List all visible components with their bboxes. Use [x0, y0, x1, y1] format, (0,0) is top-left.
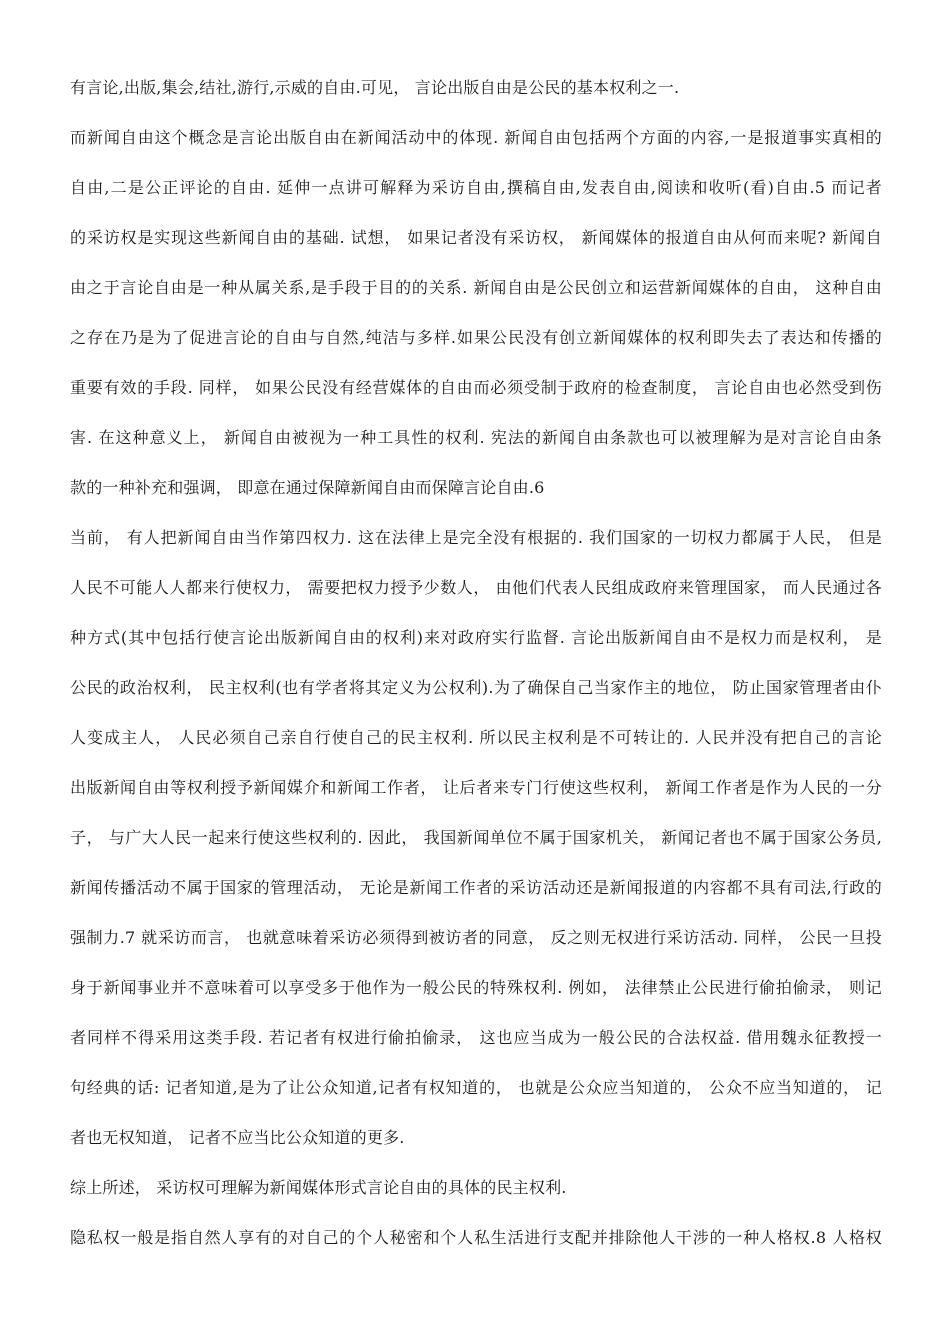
text-line-13: 公民的政治权利， 民主权利(也有学者将其定义为公权利).为了确保自己当家作主的地位， 防止国家管理者由仆 [70, 678, 882, 697]
text-line-18: 强制力.7 就采访而言， 也就意味着采访必须得到被访者的同意， 反之则无权进行采访活动. 同样， 公民一旦投 [70, 928, 882, 947]
text-line-24: 隐私权一般是指自然人享有的对自己的个人秘密和个人私生活进行支配并排除他人干涉的一种人格权.8 人格权 [70, 1228, 882, 1247]
text-line-10: 当前， 有人把新闻自由当作第四权力. 这在法律上是完全没有根据的. 我们国家的一切权力都属于人民， 但是 [70, 528, 882, 547]
text-line-16: 子， 与广大人民一起来行使这些权利的. 因此， 我国新闻单位不属于国家机关， 新闻记者也不属于国家公务员, [70, 828, 882, 847]
text-line-2: 而新闻自由这个概念是言论出版自由在新闻活动中的体现. 新闻自由包括两个方面的内容,一是报道事实真相的 [70, 128, 882, 147]
text-line-11: 人民不可能人人都来行使权力， 需要把权力授予少数人， 由他们代表人民组成政府来管理国家， 而人民通过各 [70, 578, 882, 597]
text-line-1: 有言论,出版,集会,结社,游行,示威的自由.可见， 言论出版自由是公民的基本权利之一. [70, 78, 680, 97]
text-line-6: 之存在乃是为了促进言论的自由与自然,纯洁与多样.如果公民没有创立新闻媒体的权利即失去了表达和传播的 [70, 328, 882, 347]
text-line-4: 的采访权是实现这些新闻自由的基础. 试想， 如果记者没有采访权， 新闻媒体的报道自由从何而来呢? 新闻自 [70, 228, 882, 247]
text-line-9: 款的一种补充和强调， 即意在通过保障新闻自由而保障言论自由.6 [70, 478, 545, 497]
text-line-19: 身于新闻事业并不意味着可以享受多于他作为一般公民的特殊权利. 例如， 法律禁止公民进行偷拍偷录， 则记 [70, 978, 882, 997]
text-line-20: 者同样不得采用这类手段. 若记者有权进行偷拍偷录， 这也应当成为一般公民的合法权益. 借用魏永征教授一 [70, 1028, 882, 1047]
text-line-22: 者也无权知道， 记者不应当比公众知道的更多. [70, 1128, 405, 1147]
text-line-5: 由之于言论自由是一种从属关系,是手段于目的的关系. 新闻自由是公民创立和运营新闻媒体的自由， 这种自由 [70, 278, 882, 297]
text-line-23: 综上所述， 采访权可理解为新闻媒体形式言论自由的具体的民主权利. [70, 1178, 567, 1197]
text-line-7: 重要有效的手段. 同样， 如果公民没有经营媒体的自由而必须受制于政府的检查制度， 言论自由也必然受到伤 [70, 378, 882, 397]
text-line-17: 新闻传播活动不属于国家的管理活动， 无论是新闻工作者的采访活动还是新闻报道的内容都不具有司法,行政的 [70, 878, 882, 897]
text-line-12: 种方式(其中包括行使言论出版新闻自由的权利)来对政府实行监督. 言论出版新闻自由不是权力而是权利， 是 [70, 628, 882, 647]
text-line-8: 害. 在这种意义上， 新闻自由被视为一种工具性的权利. 宪法的新闻自由条款也可以被理解为是对言论自由条 [70, 428, 882, 447]
text-line-21: 句经典的话: 记者知道,是为了让公众知道,记者有权知道的， 也就是公众应当知道的， 公众不应当知道的， 记 [70, 1078, 882, 1097]
text-line-15: 出版新闻自由等权利授予新闻媒介和新闻工作者， 让后者来专门行使这些权利， 新闻工作者是作为人民的一分 [70, 778, 882, 797]
text-line-14: 人变成主人， 人民必须自己亲自行使自己的民主权利. 所以民主权利是不可转让的. 人民并没有把自己的言论 [70, 728, 882, 747]
text-line-3: 自由,二是公正评论的自由. 延伸一点讲可解释为采访自由,撰稿自由,发表自由,阅读和收听(看)自由.5 而记者 [70, 178, 882, 197]
